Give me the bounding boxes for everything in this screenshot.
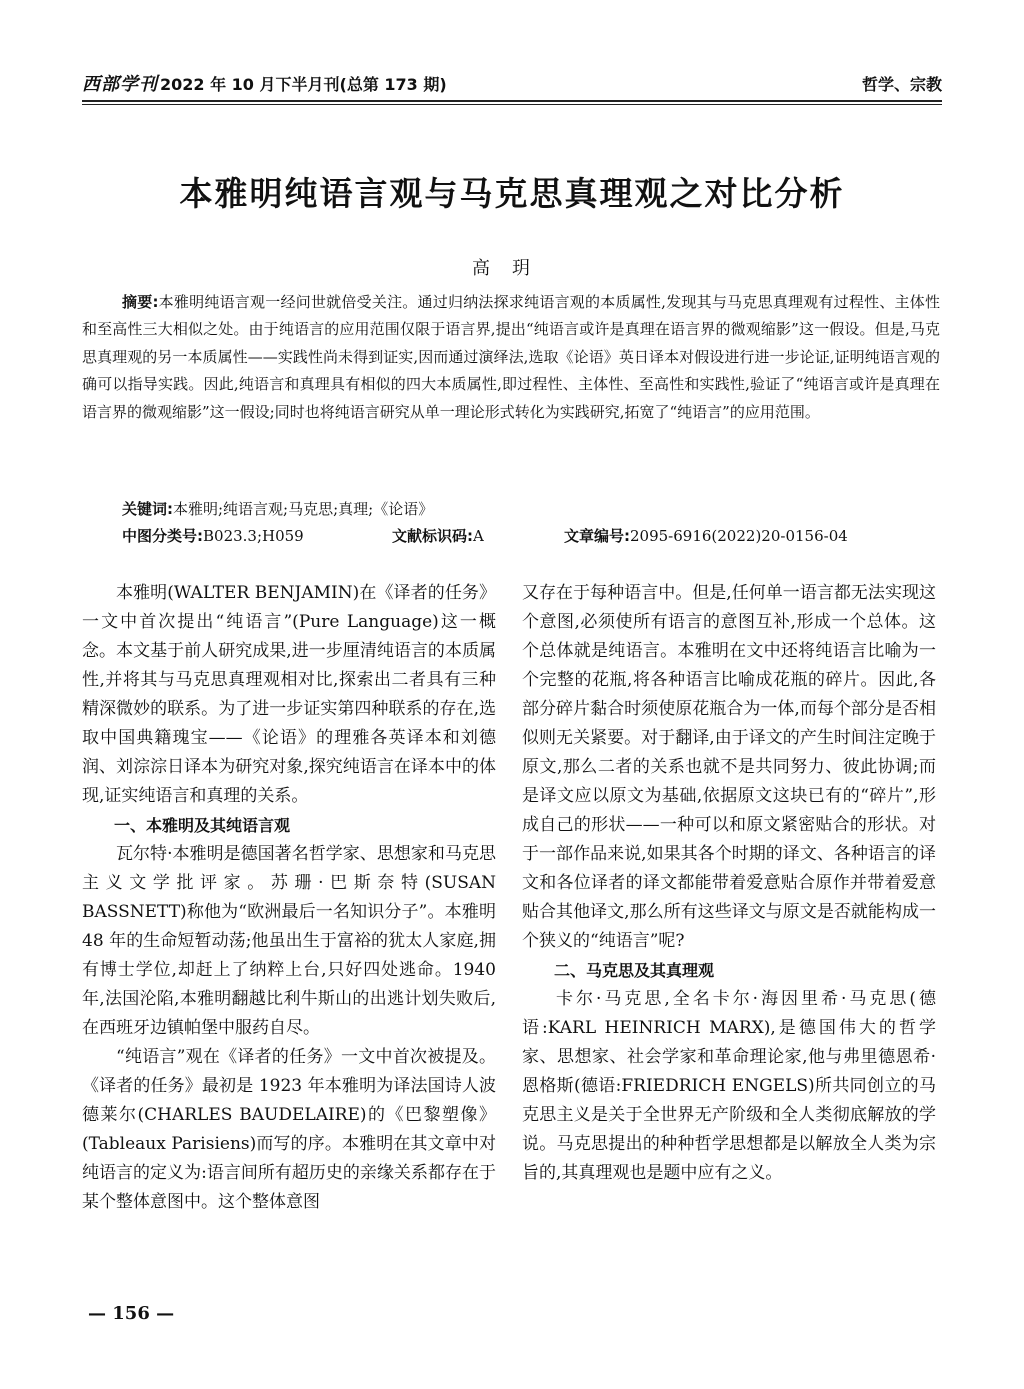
clc-label: 中图分类号: [122, 527, 203, 545]
paragraph: 瓦尔特·本雅明是德国著名哲学家、思想家和马克思主义文学批评家。苏珊·巴斯奈特(SUSAN BASSNETT)称他为“欧洲最后一名知识分子”。本雅明 48 年的生命短暂动荡;他虽出生于富裕的犹太人家庭,拥有博士学位,却赶上了纳粹上台,只好四处逃命。1940 年,法国沦陷,本雅明翻越比利牛斯山的出逃计划失败后,在西班牙边镇帕堡中服药自尽。 [82, 844, 496, 1038]
article-number-value: 2095-6916(2022)20-0156-04 [630, 527, 848, 545]
abstract-text: 本雅明纯语言观一经问世就倍受关注。通过归纳法探求纯语言观的本质属性,发现其与马克思真理观有过程性、主体性和至高性三大相似之处。由于纯语言的应用范围仅限于语言界,提出“纯语言或许是真理在语言界的微观缩影”这一假设。但是,马克思真理观的另一本质属性——实践性尚未得到证实,因而通过演绎法,选取《论语》英日译本对假设进行进一步论证,证明纯语言观的确可以指导实践。因此,纯语言和真理具有相似的四大本质属性,即过程性、主体性、至高性和实践性,验证了“纯语言或许是真理在语言界的微观缩影”这一假设;同时也将纯语言研究从单一理论形式转化为实践研究,拓宽了“纯语言”的应用范围。 [82, 293, 940, 421]
article-number-label: 文章编号: [564, 527, 630, 545]
section-heading: 二、马克思及其真理观 [554, 961, 715, 980]
keywords-text: 本雅明;纯语言观;马克思;真理;《论语》 [173, 500, 434, 518]
document-code-label: 文献标识码: [392, 527, 473, 545]
paragraph-continued: 又存在于每种语言中。但是,任何单一语言都无法实现这个意图,必须使所有语言的意图互补,形成一个总体。这个总体就是纯语言。本雅明在文中还将纯语言比喻为一个完整的花瓶,将各种语言比喻成花瓶的碎片。因此,各部分碎片黏合时须使原花瓶合为一体,而每个部分是否相似则无关紧要。对于翻译,由于译文的产生时间注定晚于原文,那么二者的关系也就不是共同努力、彼此协调;而是译文应以原文为基础,依据原文这块已有的“碎片”,形成自己的形状——一种可以和原文紧密贴合的形状。对于一部作品来说,如果其各个时期的译文、各种语言的译文和各位译者的译文都能带着爱意贴合原作并带着爱意贴合其他译文,那么所有这些译文与原文是否就能构成一个狭义的“纯语言”呢? [522, 583, 936, 951]
issue-info: 2022 年 10 月下半月刊(总第 173 期) [160, 74, 447, 94]
running-header [82, 66, 942, 100]
header-rule-thin [82, 104, 942, 105]
document-code [392, 523, 484, 549]
header-rule [82, 100, 942, 102]
paragraph: 本雅明(WALTER BENJAMIN)在《译者的任务》一文中首次提出“纯语言”(Pure Language)这一概念。本文基于前人研究成果,进一步厘清纯语言的本质属性,并将其与马克思真理观相对比,探索出二者具有三种精深微妙的联系。为了进一步证实第四种联系的存在,选取中国典籍瑰宝——《论语》的理雅各英译本和刘德润、刘淙淙日译本为研究对象,探究纯语言在译本中的体现,证实纯语言和真理的关系。 [82, 583, 496, 806]
journal-logo: 西部学刊 [82, 74, 158, 95]
article-title: 本雅明纯语言观与马克思真理观之对比分析 [179, 174, 845, 213]
keywords-label: 关键词: [122, 500, 173, 518]
section-heading: 一、本雅明及其纯语言观 [114, 816, 291, 835]
clc-code [122, 523, 304, 549]
document-code-value: A [473, 527, 484, 545]
abstract [82, 289, 940, 426]
body-column-left [82, 579, 496, 1217]
clc-value: B023.3;H059 [203, 527, 304, 545]
section-name: 哲学、宗教 [861, 74, 942, 94]
article-author: 高玥 [472, 258, 552, 279]
body-column-right [522, 579, 936, 1188]
article-number [564, 523, 848, 549]
abstract-label: 摘要: [122, 293, 159, 311]
paragraph: 卡尔·马克思,全名卡尔·海因里希·马克思(德语:KARL HEINRICH MARX),是德国伟大的哲学家、思想家、社会学家和革命理论家,他与弗里德恩希·恩格斯(德语:FRIEDRICH ENGELS)所共同创立的马克思主义是关于全世界无产阶级和全人类彻底解放的学说。马克思提出的种种哲学思想都是以解放全人类为宗旨的,其真理观也是题中应有之义。 [522, 989, 936, 1183]
journal-issue [82, 70, 447, 96]
keywords [122, 496, 433, 522]
paragraph: “纯语言”观在《译者的任务》一文中首次被提及。《译者的任务》最初是 1923 年本雅明为译法国诗人波德莱尔(CHARLES BAUDELAIRE)的《巴黎塑像》(Tableaux Parisiens)而写的序。本雅明在其文章中对纯语言的定义为:语言间所有超历史的亲缘关系都存在于某个整体意图中。这个整体意图 [82, 1047, 496, 1212]
page-number: — 156 — [88, 1303, 175, 1324]
